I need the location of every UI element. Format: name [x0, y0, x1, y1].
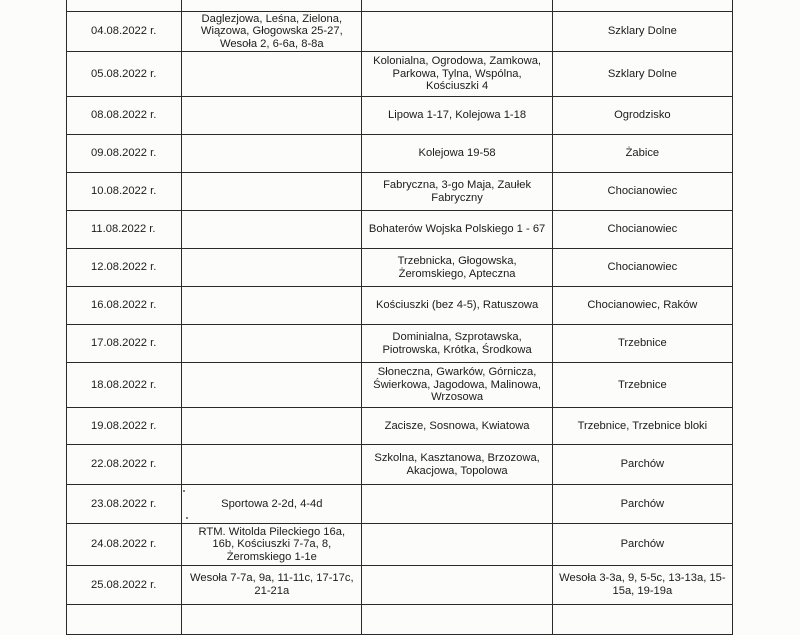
streets-cell-b [362, 524, 552, 566]
streets-cell-a: Sportowa 2-2d, 4-4d [182, 485, 362, 524]
streets-cell-a: RTM. Witolda Pileckiego 16a, 16b, Kościuszki 7-7a, 8, Żeromskiego 1-1e [182, 524, 362, 566]
streets-cell-a: Daglezjowa, Leśna, Zielona, Wiązowa, Głogowska 25-27, Wesoła 2, 6-6a, 8-8a [182, 12, 362, 52]
locality-cell: Parchów [552, 485, 732, 524]
schedule-page [66, 0, 733, 616]
streets-cell-a [182, 287, 362, 325]
streets-cell-a [182, 0, 362, 12]
table-row [67, 445, 733, 485]
date-cell [67, 605, 182, 635]
date-cell: 19.08.2022 r. [67, 408, 182, 445]
locality-cell: Chocianowiec [552, 249, 732, 287]
table-row [67, 408, 733, 445]
date-cell: 04.08.2022 r. [67, 12, 182, 52]
date-cell: 25.08.2022 r. [67, 566, 182, 605]
table-row [67, 485, 733, 524]
streets-cell-b [362, 0, 552, 12]
locality-cell: Ogrodzisko [552, 97, 732, 135]
table-row [67, 12, 733, 52]
streets-cell-b [362, 566, 552, 605]
table-row [67, 173, 733, 211]
table-row [67, 566, 733, 605]
date-cell: 22.08.2022 r. [67, 445, 182, 485]
streets-cell-a [182, 408, 362, 445]
streets-cell-b: Fabryczna, 3-go Maja, Zaułek Fabryczny [362, 173, 552, 211]
streets-cell-b: Lipowa 1-17, Kolejowa 1-18 [362, 97, 552, 135]
locality-cell: Chocianowiec, Raków [552, 287, 732, 325]
streets-cell-b [362, 12, 552, 52]
locality-cell: Wesoła 3-3a, 9, 5-5c, 13-13a, 15-15a, 19-19a [552, 566, 732, 605]
locality-cell: Trzebnice [552, 325, 732, 363]
streets-cell-b: Bohaterów Wojska Polskiego 1 - 67 [362, 211, 552, 249]
streets-cell-a [182, 363, 362, 408]
streets-cell-a [182, 135, 362, 173]
table-row [67, 52, 733, 97]
date-cell: 05.08.2022 r. [67, 52, 182, 97]
streets-cell-b [362, 485, 552, 524]
locality-cell [552, 0, 732, 12]
locality-cell: Chocianowiec [552, 173, 732, 211]
date-cell [67, 0, 182, 12]
streets-cell-a [182, 52, 362, 97]
date-cell: 10.08.2022 r. [67, 173, 182, 211]
streets-cell-b: Kolonialna, Ogrodowa, Zamkowa, Parkowa, Tylna, Wspólna, Kościuszki 4 [362, 52, 552, 97]
locality-cell: Trzebnice, Trzebnice bloki [552, 408, 732, 445]
date-cell: 11.08.2022 r. [67, 211, 182, 249]
locality-cell [552, 605, 732, 635]
streets-cell-a [182, 605, 362, 635]
locality-cell: Trzebnice [552, 363, 732, 408]
date-cell: 08.08.2022 r. [67, 97, 182, 135]
table-row [67, 363, 733, 408]
streets-cell-a [182, 173, 362, 211]
streets-cell-b: Zacisze, Sosnowa, Kwiatowa [362, 408, 552, 445]
locality-cell: Parchów [552, 445, 732, 485]
scan-speck [183, 490, 185, 492]
table-row [67, 0, 733, 12]
locality-cell: Szklary Dolne [552, 52, 732, 97]
date-cell: 18.08.2022 r. [67, 363, 182, 408]
date-cell: 17.08.2022 r. [67, 325, 182, 363]
table-row [67, 287, 733, 325]
table-row [67, 524, 733, 566]
date-cell: 24.08.2022 r. [67, 524, 182, 566]
date-cell: 12.08.2022 r. [67, 249, 182, 287]
locality-cell: Parchów [552, 524, 732, 566]
table-row [67, 249, 733, 287]
date-cell: 09.08.2022 r. [67, 135, 182, 173]
locality-cell: Szklary Dolne [552, 12, 732, 52]
streets-cell-b: Kościuszki (bez 4-5), Ratuszowa [362, 287, 552, 325]
table-row [67, 211, 733, 249]
date-cell: 23.08.2022 r. [67, 485, 182, 524]
date-cell: 16.08.2022 r. [67, 287, 182, 325]
table-row [67, 97, 733, 135]
locality-cell: Żabice [552, 135, 732, 173]
table-row [67, 605, 733, 635]
streets-cell-b: Trzebnicka, Głogowska, Żeromskiego, Apteczna [362, 249, 552, 287]
streets-cell-b [362, 605, 552, 635]
streets-cell-a [182, 211, 362, 249]
streets-cell-a [182, 97, 362, 135]
streets-cell-b: Dominialna, Szprotawska, Piotrowska, Krótka, Środkowa [362, 325, 552, 363]
streets-cell-b: Kolejowa 19-58 [362, 135, 552, 173]
streets-cell-a [182, 249, 362, 287]
streets-cell-b: Słoneczna, Gwarków, Górnicza, Świerkowa, Jagodowa, Malinowa, Wrzosowa [362, 363, 552, 408]
table-row [67, 135, 733, 173]
table-row [67, 325, 733, 363]
streets-cell-a [182, 325, 362, 363]
streets-cell-b: Szkolna, Kasztanowa, Brzozowa, Akacjowa, Topolowa [362, 445, 552, 485]
collection-schedule-table [66, 0, 733, 635]
locality-cell: Chocianowiec [552, 211, 732, 249]
streets-cell-a [182, 445, 362, 485]
streets-cell-a: Wesoła 7-7a, 9a, 11-11c, 17-17c, 21-21a [182, 566, 362, 605]
scan-speck [186, 517, 188, 519]
